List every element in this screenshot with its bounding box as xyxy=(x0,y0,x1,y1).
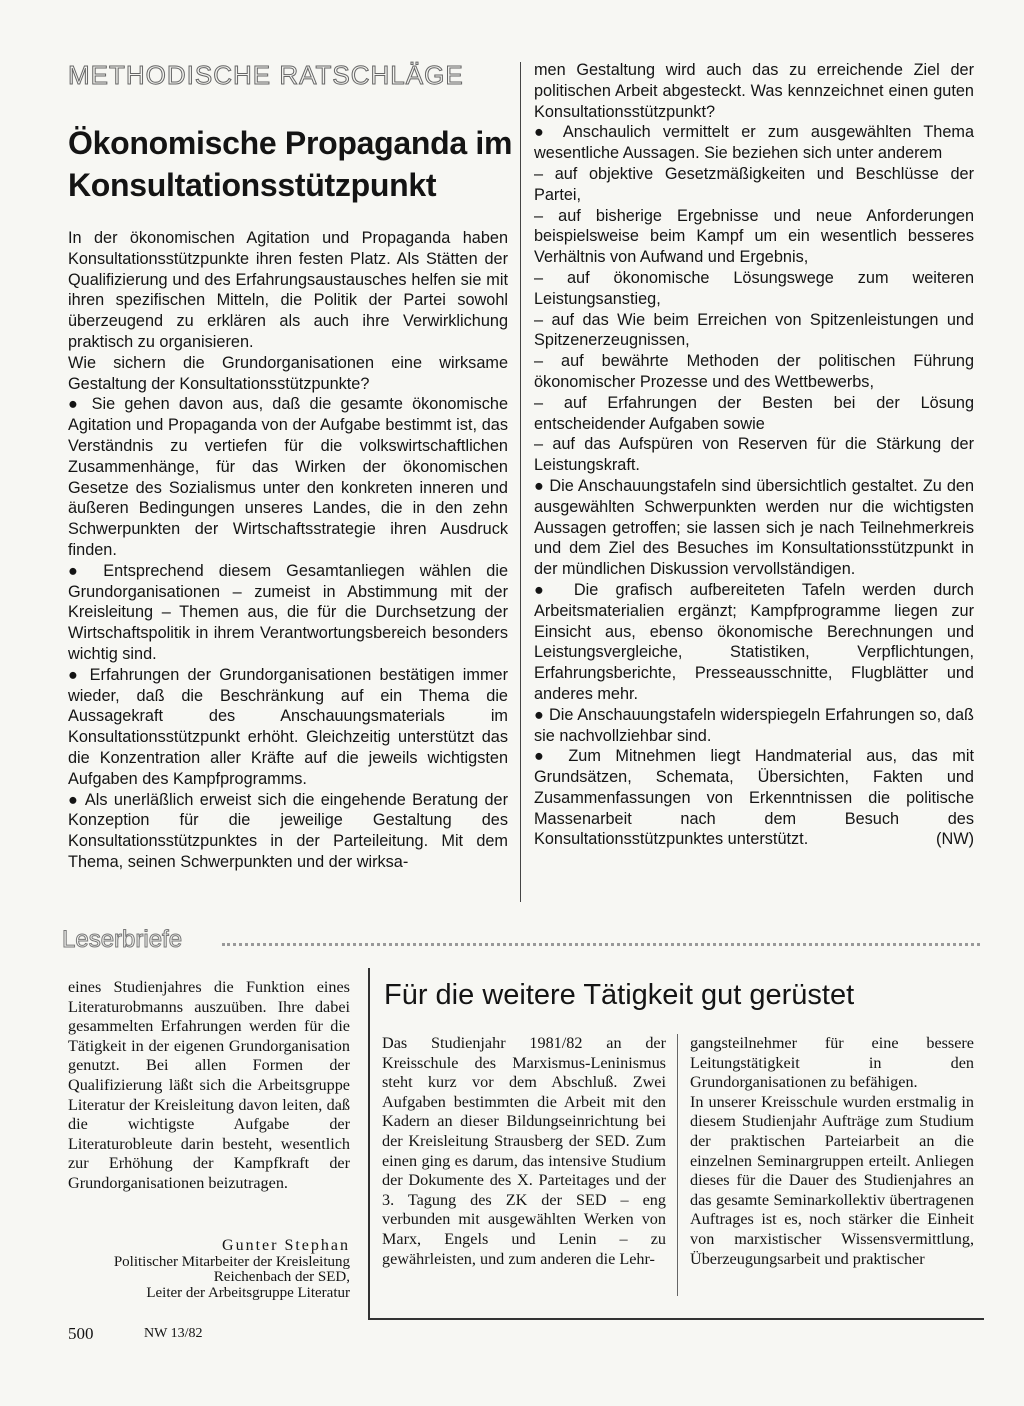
article1-paragraph xyxy=(534,746,974,850)
article1-last-paragraph: ● Zum Mitnehmen liegt Handmaterial aus, das mit Grundsätzen, Schemata, Übersichten, Fakten und Zusammenfassungen von Erkenntnissen die politische Massenarbeit nach dem Besuch des Konsultationsstützpunktes unterstützt. xyxy=(534,747,974,849)
author-tag: (NW) xyxy=(936,830,974,849)
letters-divider xyxy=(222,943,980,946)
article1-right-column xyxy=(534,60,974,850)
page-title: Ökonomische Propaganda im Konsultationsstützpunkt xyxy=(68,125,513,203)
article1-paragraph: In der ökonomischen Agitation und Propaganda haben Konsultationsstützpunkte ihren festen Platz. Als Stätten der Qualifizierung und des Erfahrungsaustausches helfen sie mit ihren spezifischen Mitteln, die Politik der Partei sowohl überzeugend zu erklären als auch ihre Verwirklichung praktisch zu organisieren. xyxy=(68,229,508,351)
article1-paragraph: men Gestaltung wird auch das zu erreichende Ziel der politischen Arbeit abgesteckt. Was kennzeichnet einen guten Konsultationsstützpunkt? xyxy=(534,61,974,121)
article1-paragraph: ● Entsprechend diesem Gesamtanliegen wählen die Grundorganisationen – zumeist in Abstimmung mit der Kreisleitung – Themen aus, die für die Durchsetzung der Wirtschaftspolitik in ihrem Verantwortungsbereich besonders wichtig sind. xyxy=(68,561,508,663)
signature-name: Gunter Stephan xyxy=(222,1237,350,1254)
article1-list-item: – auf ökonomische Lösungswege zum weiteren Leistungsanstieg, xyxy=(534,268,974,308)
signature-line: Politischer Mitarbeiter der Kreisleitung xyxy=(113,1253,350,1270)
signature-line: Leiter der Arbeitsgruppe Literatur xyxy=(146,1284,350,1301)
article1-list-item: – auf objektive Gesetzmäßigkeiten und Beschlüsse der Partei, xyxy=(534,164,974,204)
article1-list-item: – auf bisherige Ergebnisse und neue Anforderungen beispielsweise beim Kampf um ein wesentlich besseres Verhältnis von Aufwand und Ergebnis, xyxy=(534,206,974,267)
article1-list-item: – auf das Wie beim Erreichen von Spitzenleistungen und Spitzenerzeugnissen, xyxy=(534,310,974,350)
article1-list-item: – auf bewährte Methoden der politischen Führung ökonomischer Prozesse und des Wettbewerbs, xyxy=(534,352,974,391)
article2-left-column xyxy=(382,1034,666,1269)
section-label: METHODISCHE RATSCHLÄGE xyxy=(68,60,464,90)
article1-paragraph: ● Die grafisch aufbereiteten Tafeln werden durch Arbeitsmaterialien ergänzt; Kampfprogramme liegen zur Einsicht aus, ebenso ökonomische Berechnungen und Leistungsvergleiche, Statistiken, Verpflichtungen, Erfahrungsberichte, Presseausschnitte, Flugblätter und anderes mehr. xyxy=(534,580,974,703)
article1-paragraph: ● Als unerläßlich erweist sich die eingehende Beratung der Konzeption für die jeweilige Gestaltung des Konsultationsstützpunktes in der Parteileitung. Mit dem Thema, seinen Schwerpunkten und der wirksa- xyxy=(68,790,508,871)
letter-signature xyxy=(50,1238,350,1301)
article2-column-divider xyxy=(677,1034,678,1296)
article2-paragraph: In unserer Kreisschule wurden erstmalig in diesem Studienjahr Aufträge zum Studium der praktischen Parteiarbeit an die einzelnen Seminargruppen erteilt. Anliegen dieses für die Dauer des Studienjahres an das gesamte Seminarkollektiv übertragenen Auftrages ist es, noch stärker die Einheit von marxistischer Wissensvermittlung, Überzeugungsarbeit und praktischer xyxy=(690,1092,974,1268)
column-divider xyxy=(520,62,521,902)
article1-paragraph: ● Erfahrungen der Grundorganisationen bestätigen immer wieder, daß die Beschränkung auf ein Thema die Aussagekraft des Anschauungsmaterials im Konsultationsstützpunkt erhöht. Gleichzeitig unterstützt das die Konzentration aller Kräfte auf die jeweils wichtigsten Aufgaben des Kampfprogramms. xyxy=(68,665,508,788)
article1-list-item: – auf Erfahrungen der Besten bei der Lösung entscheidender Aufgaben sowie xyxy=(534,393,974,433)
article2-paragraph: gangsteilnehmer für eine bessere Leitungstätigkeit in den Grundorganisationen zu befähigen. xyxy=(690,1034,974,1092)
article2-right-column xyxy=(690,1034,974,1269)
letters-section-label: Leserbriefe xyxy=(62,926,183,953)
page-number: 500 xyxy=(68,1324,94,1343)
issue-label: NW 13/82 xyxy=(144,1326,203,1341)
letter-text: eines Studienjahres die Funktion eines Literaturobmanns auszuüben. Ihre dabei gesammelten Erfahrungen werden für die Tätigkeit in der eigenen Grundorganisation genutzt. Bei allen Formen der Qualifizierung läßt sich die Arbeitsgruppe Literatur der Kreisleitung davon leiten, daß die wichtigste Aufgabe der Literaturobleute darin besteht, wesentlich zur Erhöhung der Kampfkraft der Grundorganisationen beizutragen. xyxy=(68,978,350,1192)
article1-paragraph: ● Anschaulich vermittelt er zum ausgewählten Thema wesentliche Aussagen. Sie beziehen sich unter anderem xyxy=(534,123,974,163)
article2-title: Für die weitere Tätigkeit gut gerüstet xyxy=(384,979,855,1011)
article1-paragraph: ● Sie gehen davon aus, daß die gesamte ökonomische Agitation und Propaganda von der Aufgabe bestimmt ist, das Verständnis zu vertiefen für die volkswirtschaftlichen Zusammenhänge, für das Wirken der ökonomischen Gesetze des Sozialismus unter den konkreten inneren und äußeren Bedingungen unseres Landes, die in den zehn Schwerpunkten der Wirtschaftsstrategie ihren Ausdruck finden. xyxy=(68,395,508,559)
article1-paragraph: ● Die Anschauungstafeln widerspiegeln Erfahrungen so, daß sie nachvollziehbar sind. xyxy=(534,705,974,745)
article2-paragraph: Das Studienjahr 1981/82 an der Kreisschule des Marxismus-Leninismus steht kurz vor dem Abschluß. Zwei Aufgaben bestimmten die Arbeit mit den Kadern an dieser Bildungseinrichtung bei der Kreisleitung Strausberg der SED. Zum einen ging es darum, das intensive Studium der Dokumente des X. Parteitages und der 3. Tagung des ZK der SED – eng verbunden mit ausgewählten Werken von Marx, Engels und Lenin – zu gewährleisten, und zum anderen die Lehr- xyxy=(382,1034,666,1268)
article1-paragraph: Wie sichern die Grundorganisationen eine wirksame Gestaltung der Konsultationsstützpunkte? xyxy=(68,353,508,393)
signature-line: Reichenbach der SED, xyxy=(213,1269,350,1286)
letter-column xyxy=(68,978,350,1194)
article1-left-column xyxy=(68,228,508,873)
article1-paragraph: ● Die Anschauungstafeln sind übersichtlich gestaltet. Zu den ausgewählten Schwerpunkten werden nur die wichtigsten Aussagen getroffen; sie lassen sich je nach Teilnehmerkreis und dem Ziel des Besuches im Konsultationsstützpunkt in der mündlichen Diskussion vervollständigen. xyxy=(534,476,974,579)
article1-list-item: – auf das Aufspüren von Reserven für die Stärkung der Leistungskraft. xyxy=(534,435,974,475)
